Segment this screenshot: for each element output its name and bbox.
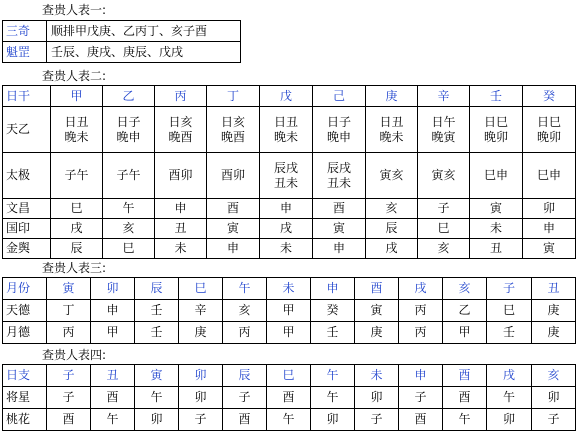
table-cell: 子 bbox=[355, 409, 399, 431]
row-label: 将星 bbox=[3, 387, 47, 409]
table-cell: 未 bbox=[155, 239, 207, 259]
table-cell: 子 bbox=[179, 409, 223, 431]
table-cell bbox=[207, 153, 260, 199]
cell-line-2: 丑未 bbox=[273, 175, 298, 190]
table-cell bbox=[313, 153, 366, 199]
table-cell bbox=[313, 107, 366, 153]
table2-row bbox=[3, 199, 576, 219]
cell-line-2: 晚寅 bbox=[431, 129, 456, 144]
cell-line-1: 酉卯 bbox=[220, 168, 245, 182]
table-cell: 卯 bbox=[523, 199, 576, 219]
table-cell: 甲 bbox=[91, 322, 135, 344]
table-cell: 酉 bbox=[91, 387, 135, 409]
table-cell: 庚 bbox=[532, 300, 576, 322]
table-cell: 壬 bbox=[135, 322, 179, 344]
header-cell: 庚 bbox=[366, 86, 418, 107]
table3-row bbox=[3, 300, 576, 322]
table1-heading: 查贵人表一: bbox=[42, 3, 107, 17]
table-cell: 未 bbox=[260, 239, 313, 259]
table-cell bbox=[103, 153, 155, 199]
table-cell: 酉 bbox=[207, 199, 260, 219]
table-cell: 酉 bbox=[313, 199, 366, 219]
header-cell: 巳 bbox=[267, 365, 311, 387]
table-cell: 丙 bbox=[47, 322, 91, 344]
table-cell: 卯 bbox=[487, 409, 532, 431]
header-cell: 戌 bbox=[399, 278, 443, 300]
table-cell: 寅 bbox=[207, 219, 260, 239]
header-cell: 未 bbox=[355, 365, 399, 387]
table-cell: 乙 bbox=[443, 300, 487, 322]
table-cell: 子 bbox=[532, 409, 576, 431]
table-cell: 甲 bbox=[267, 322, 311, 344]
table-cell: 亥 bbox=[418, 239, 470, 259]
table-cell bbox=[51, 153, 103, 199]
table-cell: 酉 bbox=[47, 409, 91, 431]
header-cell: 巳 bbox=[179, 278, 223, 300]
table1-row bbox=[3, 21, 241, 42]
table-cell: 戌 bbox=[51, 219, 103, 239]
header-cell: 午 bbox=[311, 365, 355, 387]
table1-text: 壬辰、庚戌、庚辰、戊戌 bbox=[47, 42, 241, 63]
row-label: 月德 bbox=[3, 322, 47, 344]
table3-header-row bbox=[3, 278, 576, 300]
cell-line-1: 日丑 bbox=[379, 114, 404, 129]
table-cell: 巳 bbox=[51, 199, 103, 219]
table3 bbox=[2, 277, 576, 344]
table-cell: 丑 bbox=[470, 239, 523, 259]
cell-line-2: 晚卯 bbox=[536, 129, 561, 144]
table-cell: 子 bbox=[418, 199, 470, 219]
table-cell: 午 bbox=[135, 387, 179, 409]
cell-line-1: 日丑 bbox=[273, 114, 298, 129]
table-cell: 卯 bbox=[135, 409, 179, 431]
table-cell: 庚 bbox=[355, 322, 399, 344]
cell-line-2: 晚酉 bbox=[168, 129, 193, 144]
table-cell: 寅 bbox=[470, 199, 523, 219]
cell-line-1: 子午 bbox=[116, 168, 141, 182]
header-cell: 丑 bbox=[532, 278, 576, 300]
table-cell: 壬 bbox=[135, 300, 179, 322]
header-cell: 子 bbox=[47, 365, 91, 387]
table-cell: 巳 bbox=[418, 219, 470, 239]
row-label: 金舆 bbox=[3, 239, 51, 259]
cell-line-1: 日亥 bbox=[168, 114, 193, 129]
table-cell: 申 bbox=[313, 239, 366, 259]
header-cell: 子 bbox=[487, 278, 532, 300]
cell-line-1: 子午 bbox=[64, 168, 89, 182]
row-label: 天德 bbox=[3, 300, 47, 322]
table2-header-row bbox=[3, 86, 576, 107]
table-cell: 庚 bbox=[179, 322, 223, 344]
header-cell: 戊 bbox=[260, 86, 313, 107]
header-cell: 丁 bbox=[207, 86, 260, 107]
header-label: 日支 bbox=[3, 365, 47, 387]
table1-text: 顺排甲戊庚、乙丙丁、亥子酉 bbox=[47, 21, 241, 42]
table-cell: 卯 bbox=[355, 387, 399, 409]
table-cell: 巳 bbox=[103, 239, 155, 259]
table1-row bbox=[3, 42, 241, 63]
cell-line-2: 丑未 bbox=[326, 175, 351, 190]
header-cell: 己 bbox=[313, 86, 366, 107]
table-cell: 庚 bbox=[532, 322, 576, 344]
table1 bbox=[2, 20, 241, 63]
table-cell: 申 bbox=[155, 199, 207, 219]
header-cell: 辰 bbox=[223, 365, 267, 387]
table-cell: 卯 bbox=[311, 409, 355, 431]
table3-row bbox=[3, 322, 576, 344]
header-cell: 亥 bbox=[532, 365, 576, 387]
header-label: 日干 bbox=[3, 86, 51, 107]
table-cell: 丙 bbox=[399, 322, 443, 344]
table-cell: 寅 bbox=[355, 300, 399, 322]
cell-line-1: 日亥 bbox=[220, 114, 245, 129]
table-cell: 巳 bbox=[487, 300, 532, 322]
table1-label: 魁罡 bbox=[3, 42, 47, 63]
table2-row bbox=[3, 219, 576, 239]
table-cell: 甲 bbox=[443, 322, 487, 344]
table-cell bbox=[260, 107, 313, 153]
header-cell: 卯 bbox=[91, 278, 135, 300]
table-cell: 丙 bbox=[399, 300, 443, 322]
cell-line-1: 日子 bbox=[326, 114, 351, 129]
table-cell: 卯 bbox=[532, 387, 576, 409]
row-label: 太极 bbox=[3, 153, 51, 199]
table-cell bbox=[260, 153, 313, 199]
table-cell bbox=[418, 107, 470, 153]
table3-heading: 查贵人表三: bbox=[42, 261, 107, 275]
cell-line-1: 日午 bbox=[431, 114, 456, 129]
row-label: 文昌 bbox=[3, 199, 51, 219]
table-cell: 丁 bbox=[47, 300, 91, 322]
table2-row bbox=[3, 239, 576, 259]
table-cell bbox=[207, 107, 260, 153]
table-cell: 午 bbox=[267, 409, 311, 431]
header-cell: 申 bbox=[311, 278, 355, 300]
header-cell: 辰 bbox=[135, 278, 179, 300]
cell-line-1: 日丑 bbox=[64, 114, 89, 129]
cell-line-1: 辰戌 bbox=[326, 160, 351, 175]
table-cell bbox=[470, 107, 523, 153]
header-cell: 卯 bbox=[179, 365, 223, 387]
header-cell: 丙 bbox=[155, 86, 207, 107]
table-cell: 子 bbox=[399, 387, 443, 409]
cell-line-2: 晚申 bbox=[116, 129, 141, 144]
cell-line-2: 晚未 bbox=[64, 129, 89, 144]
header-cell: 辛 bbox=[418, 86, 470, 107]
table-cell: 辛 bbox=[179, 300, 223, 322]
cell-line-1: 酉卯 bbox=[168, 168, 193, 182]
table-cell: 辰 bbox=[51, 239, 103, 259]
table-cell: 壬 bbox=[311, 322, 355, 344]
table-cell: 亥 bbox=[223, 300, 267, 322]
table-cell: 辰 bbox=[366, 219, 418, 239]
table-cell: 戌 bbox=[260, 219, 313, 239]
cell-line-1: 日子 bbox=[116, 114, 141, 129]
cell-line-1: 寅亥 bbox=[379, 168, 404, 182]
cell-line-1: 日巳 bbox=[536, 114, 561, 129]
header-cell: 酉 bbox=[443, 365, 487, 387]
table-cell: 酉 bbox=[443, 387, 487, 409]
row-label: 国印 bbox=[3, 219, 51, 239]
table-cell: 癸 bbox=[311, 300, 355, 322]
table-cell: 未 bbox=[470, 219, 523, 239]
table-cell bbox=[470, 153, 523, 199]
table-cell: 丙 bbox=[223, 322, 267, 344]
table4-heading: 查贵人表四: bbox=[42, 348, 107, 362]
table-cell: 午 bbox=[103, 199, 155, 219]
table-cell: 丑 bbox=[155, 219, 207, 239]
cell-line-2: 晚酉 bbox=[220, 129, 245, 144]
table2 bbox=[2, 85, 576, 259]
table-cell: 申 bbox=[207, 239, 260, 259]
table-cell bbox=[523, 153, 576, 199]
table-cell bbox=[103, 107, 155, 153]
cell-line-1: 寅亥 bbox=[431, 168, 456, 182]
row-label: 天乙 bbox=[3, 107, 51, 153]
header-cell: 寅 bbox=[47, 278, 91, 300]
table-cell: 亥 bbox=[366, 199, 418, 219]
table-cell: 酉 bbox=[223, 409, 267, 431]
table-cell: 申 bbox=[523, 219, 576, 239]
table4 bbox=[2, 364, 576, 431]
table-cell: 申 bbox=[91, 300, 135, 322]
table-cell: 午 bbox=[311, 387, 355, 409]
table-cell bbox=[51, 107, 103, 153]
cell-line-2: 晚卯 bbox=[483, 129, 508, 144]
table-cell: 寅 bbox=[523, 239, 576, 259]
header-cell: 寅 bbox=[135, 365, 179, 387]
table4-row bbox=[3, 409, 576, 431]
cell-line-2: 晚未 bbox=[379, 129, 404, 144]
header-cell: 丑 bbox=[91, 365, 135, 387]
table-cell bbox=[155, 153, 207, 199]
cell-line-1: 辰戌 bbox=[273, 160, 298, 175]
header-cell: 酉 bbox=[355, 278, 399, 300]
table-cell bbox=[523, 107, 576, 153]
header-cell: 甲 bbox=[51, 86, 103, 107]
table-cell: 寅 bbox=[313, 219, 366, 239]
cell-line-2: 晚申 bbox=[326, 129, 351, 144]
row-label: 桃花 bbox=[3, 409, 47, 431]
header-cell: 午 bbox=[223, 278, 267, 300]
cell-line-2: 晚未 bbox=[273, 129, 298, 144]
header-cell: 乙 bbox=[103, 86, 155, 107]
header-cell: 戌 bbox=[487, 365, 532, 387]
table-cell: 申 bbox=[260, 199, 313, 219]
cell-line-1: 日巳 bbox=[483, 114, 508, 129]
table2-row-taiji bbox=[3, 153, 576, 199]
header-cell: 未 bbox=[267, 278, 311, 300]
table-cell: 午 bbox=[487, 387, 532, 409]
table4-header-row bbox=[3, 365, 576, 387]
table-cell bbox=[366, 153, 418, 199]
table2-row-tianyi bbox=[3, 107, 576, 153]
header-cell: 壬 bbox=[470, 86, 523, 107]
cell-line-1: 巳申 bbox=[483, 168, 508, 182]
table-cell: 子 bbox=[47, 387, 91, 409]
table-cell: 午 bbox=[91, 409, 135, 431]
header-cell: 申 bbox=[399, 365, 443, 387]
table-cell bbox=[155, 107, 207, 153]
table2-heading: 查贵人表二: bbox=[42, 69, 107, 83]
table-cell bbox=[366, 107, 418, 153]
table-cell: 子 bbox=[223, 387, 267, 409]
table-cell: 酉 bbox=[267, 387, 311, 409]
header-label: 月份 bbox=[3, 278, 47, 300]
table-cell: 甲 bbox=[267, 300, 311, 322]
header-cell: 癸 bbox=[523, 86, 576, 107]
table-cell: 戌 bbox=[366, 239, 418, 259]
header-cell: 亥 bbox=[443, 278, 487, 300]
table1-label: 三奇 bbox=[3, 21, 47, 42]
table-cell: 卯 bbox=[179, 387, 223, 409]
table-cell: 壬 bbox=[487, 322, 532, 344]
table-cell bbox=[418, 153, 470, 199]
table-cell: 亥 bbox=[103, 219, 155, 239]
table4-row bbox=[3, 387, 576, 409]
cell-line-1: 巳申 bbox=[536, 168, 561, 182]
table-cell: 酉 bbox=[399, 409, 443, 431]
table-cell: 午 bbox=[443, 409, 487, 431]
